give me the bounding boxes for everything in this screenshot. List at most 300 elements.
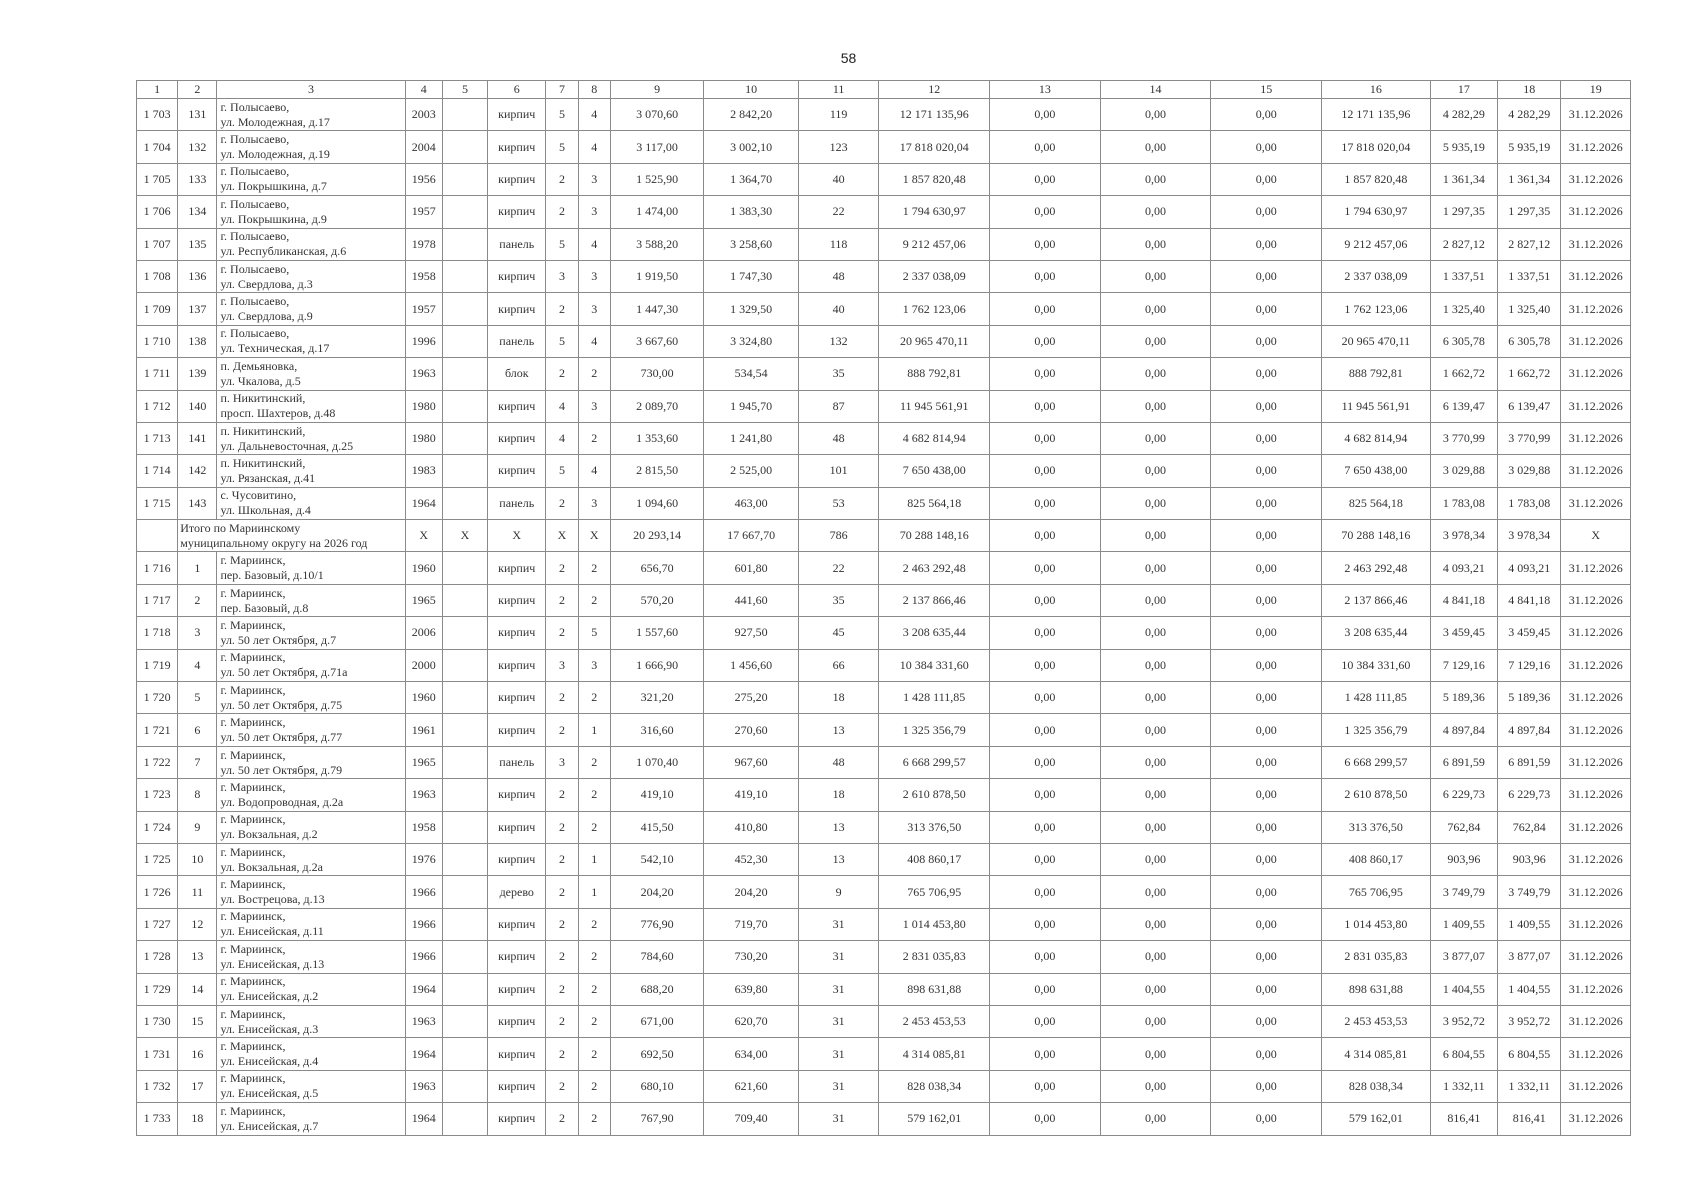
entrances-cell: 4 — [578, 455, 610, 487]
residents-cell: 13 — [798, 843, 878, 875]
federal-funds-cell: 0,00 — [990, 293, 1101, 325]
row-number-cell: 1 709 — [137, 293, 178, 325]
address-cell — [217, 779, 405, 811]
regional-funds-cell: 0,00 — [1100, 260, 1211, 292]
local-funds-cell: 0,00 — [1211, 520, 1322, 552]
completion-date-cell: 31.12.2026 — [1561, 682, 1631, 714]
regional-funds-cell: 0,00 — [1100, 1103, 1211, 1135]
unit-cost-cell: 3 770,99 — [1430, 422, 1497, 454]
owner-funds-cell: 2 610 878,50 — [1322, 779, 1431, 811]
table-row — [137, 390, 1631, 422]
floors-cell: 3 — [546, 649, 578, 681]
year-overhaul-cell — [442, 455, 487, 487]
local-funds-cell: 0,00 — [1211, 163, 1322, 195]
local-number-cell: 139 — [178, 358, 217, 390]
max-unit-cost-cell: 5 935,19 — [1498, 131, 1561, 163]
total-area-cell: 767,90 — [610, 1103, 704, 1135]
total-area-cell: 3 117,00 — [610, 131, 704, 163]
entrances-cell: 2 — [578, 1070, 610, 1102]
residents-cell: 786 — [798, 520, 878, 552]
max-unit-cost-cell: 3 029,88 — [1498, 455, 1561, 487]
entrances-cell: 2 — [578, 358, 610, 390]
max-unit-cost-cell: 7 129,16 — [1498, 649, 1561, 681]
entrances-cell: 3 — [578, 293, 610, 325]
address-locality: г. Мариинск, — [220, 812, 286, 827]
entrances-cell: 3 — [578, 260, 610, 292]
address-locality: г. Полысаево, — [220, 99, 290, 114]
table-row — [137, 260, 1631, 292]
address-locality: г. Полысаево, — [220, 196, 290, 211]
total-area-cell: 3 070,60 — [610, 99, 704, 131]
year-built-cell: 1980 — [405, 422, 442, 454]
total-cost-cell: 3 208 635,44 — [879, 617, 990, 649]
total-area-cell: 730,00 — [610, 358, 704, 390]
entrances-cell: 3 — [578, 163, 610, 195]
address-street: ул. Вокзальная, д.2а — [220, 859, 323, 874]
completion-date-cell: 31.12.2026 — [1561, 1038, 1631, 1070]
table-row — [137, 552, 1631, 584]
completion-date-cell: 31.12.2026 — [1561, 552, 1631, 584]
address-cell — [217, 196, 405, 228]
residents-cell: 31 — [798, 941, 878, 973]
entrances-cell: 2 — [578, 682, 610, 714]
local-number-cell: 136 — [178, 260, 217, 292]
address-street: ул. Енисейская, д.7 — [220, 1118, 319, 1133]
wall-material-cell: дерево — [488, 876, 546, 908]
completion-date-cell: 31.12.2026 — [1561, 163, 1631, 195]
year-built-cell: 1978 — [405, 228, 442, 260]
local-number-cell: 143 — [178, 487, 217, 519]
year-built-cell: 1965 — [405, 746, 442, 778]
floors-cell: 2 — [546, 358, 578, 390]
column-header: 18 — [1498, 81, 1561, 99]
completion-date-cell: 31.12.2026 — [1561, 811, 1631, 843]
floors-cell: 2 — [546, 941, 578, 973]
local-funds-cell: 0,00 — [1211, 617, 1322, 649]
regional-funds-cell: 0,00 — [1100, 228, 1211, 260]
total-label-line-2: муниципальному округу на 2026 год — [180, 535, 368, 550]
column-header: 1 — [137, 81, 178, 99]
residential-area-cell: 534,54 — [704, 358, 799, 390]
unit-cost-cell: 1 297,35 — [1430, 196, 1497, 228]
max-unit-cost-cell: 6 229,73 — [1498, 779, 1561, 811]
floors-cell: 2 — [546, 843, 578, 875]
floors-cell: 4 — [546, 390, 578, 422]
max-unit-cost-cell: 903,96 — [1498, 843, 1561, 875]
regional-funds-cell: 0,00 — [1100, 196, 1211, 228]
year-overhaul-cell — [442, 422, 487, 454]
table-row — [137, 876, 1631, 908]
total-area-cell: 542,10 — [610, 843, 704, 875]
address-locality: г. Мариинск, — [220, 715, 286, 730]
address-locality: г. Мариинск, — [220, 1039, 286, 1054]
completion-date-cell: X — [1561, 520, 1631, 552]
max-unit-cost-cell: 5 189,36 — [1498, 682, 1561, 714]
address-street: просп. Шахтеров, д.48 — [220, 406, 336, 421]
unit-cost-cell: 1 662,72 — [1430, 358, 1497, 390]
residential-area-cell: 1 329,50 — [704, 293, 799, 325]
total-area-cell: 3 667,60 — [610, 325, 704, 357]
regional-funds-cell: 0,00 — [1100, 163, 1211, 195]
local-funds-cell: 0,00 — [1211, 649, 1322, 681]
wall-material-cell: кирпич — [488, 455, 546, 487]
completion-date-cell: 31.12.2026 — [1561, 455, 1631, 487]
total-area-cell: 656,70 — [610, 552, 704, 584]
year-overhaul-cell — [442, 714, 487, 746]
address-street: пер. Базовый, д.8 — [220, 600, 309, 615]
entrances-cell: 3 — [578, 390, 610, 422]
address-cell — [217, 1005, 405, 1037]
year-built-cell: 1956 — [405, 163, 442, 195]
unit-cost-cell: 6 804,55 — [1430, 1038, 1497, 1070]
completion-date-cell: 31.12.2026 — [1561, 260, 1631, 292]
owner-funds-cell: 765 706,95 — [1322, 876, 1431, 908]
local-number-cell: 8 — [178, 779, 217, 811]
local-funds-cell: 0,00 — [1211, 714, 1322, 746]
year-built-cell: 1996 — [405, 325, 442, 357]
unit-cost-cell: 1 332,11 — [1430, 1070, 1497, 1102]
regional-funds-cell: 0,00 — [1100, 973, 1211, 1005]
total-area-cell: 1 474,00 — [610, 196, 704, 228]
column-header: 11 — [798, 81, 878, 99]
local-number-cell: 131 — [178, 99, 217, 131]
table-row — [137, 455, 1631, 487]
table-row — [137, 811, 1631, 843]
year-built-cell: X — [405, 520, 442, 552]
total-cost-cell: 1 428 111,85 — [879, 682, 990, 714]
year-overhaul-cell — [442, 617, 487, 649]
table-row — [137, 422, 1631, 454]
completion-date-cell: 31.12.2026 — [1561, 228, 1631, 260]
residents-cell: 48 — [798, 260, 878, 292]
unit-cost-cell: 6 229,73 — [1430, 779, 1497, 811]
address-cell — [217, 746, 405, 778]
row-number-cell: 1 711 — [137, 358, 178, 390]
year-overhaul-cell — [442, 973, 487, 1005]
total-area-cell: 1 447,30 — [610, 293, 704, 325]
year-overhaul-cell — [442, 908, 487, 940]
max-unit-cost-cell: 4 841,18 — [1498, 584, 1561, 616]
residents-cell: 31 — [798, 1005, 878, 1037]
federal-funds-cell: 0,00 — [990, 325, 1101, 357]
year-overhaul-cell — [442, 325, 487, 357]
wall-material-cell: панель — [488, 325, 546, 357]
table-row — [137, 714, 1631, 746]
owner-funds-cell: 2 137 866,46 — [1322, 584, 1431, 616]
completion-date-cell: 31.12.2026 — [1561, 99, 1631, 131]
year-overhaul-cell — [442, 196, 487, 228]
regional-funds-cell: 0,00 — [1100, 1070, 1211, 1102]
address-cell — [217, 714, 405, 746]
address-street: ул. Вострецова, д.13 — [220, 892, 325, 907]
address-street: ул. Техническая, д.17 — [220, 341, 330, 356]
wall-material-cell: кирпич — [488, 196, 546, 228]
address-cell — [217, 228, 405, 260]
owner-funds-cell: 4 314 085,81 — [1322, 1038, 1431, 1070]
total-cost-cell: 888 792,81 — [879, 358, 990, 390]
local-number-cell: 140 — [178, 390, 217, 422]
unit-cost-cell: 6 891,59 — [1430, 746, 1497, 778]
residents-cell: 40 — [798, 293, 878, 325]
residential-area-cell: 927,50 — [704, 617, 799, 649]
total-area-cell: 776,90 — [610, 908, 704, 940]
column-header: 13 — [990, 81, 1101, 99]
total-cost-cell: 1 325 356,79 — [879, 714, 990, 746]
total-area-cell: 1 557,60 — [610, 617, 704, 649]
total-cost-cell: 10 384 331,60 — [879, 649, 990, 681]
local-funds-cell: 0,00 — [1211, 843, 1322, 875]
total-cost-cell: 1 762 123,06 — [879, 293, 990, 325]
total-area-cell: 20 293,14 — [610, 520, 704, 552]
housing-register-table — [136, 80, 1631, 1136]
address-street: ул. Енисейская, д.5 — [220, 1086, 319, 1101]
federal-funds-cell: 0,00 — [990, 941, 1101, 973]
total-cost-cell: 765 706,95 — [879, 876, 990, 908]
floors-cell: 5 — [546, 455, 578, 487]
local-funds-cell: 0,00 — [1211, 228, 1322, 260]
entrances-cell: 2 — [578, 552, 610, 584]
address-street: ул. 50 лет Октября, д.71а — [220, 665, 348, 680]
residents-cell: 123 — [798, 131, 878, 163]
residential-area-cell: 3 324,80 — [704, 325, 799, 357]
residential-area-cell: 1 456,60 — [704, 649, 799, 681]
row-number-cell: 1 733 — [137, 1103, 178, 1135]
completion-date-cell: 31.12.2026 — [1561, 1005, 1631, 1037]
regional-funds-cell: 0,00 — [1100, 487, 1211, 519]
column-header: 6 — [488, 81, 546, 99]
wall-material-cell: X — [488, 520, 546, 552]
total-area-cell: 688,20 — [610, 973, 704, 1005]
owner-funds-cell: 579 162,01 — [1322, 1103, 1431, 1135]
total-cost-cell: 4 314 085,81 — [879, 1038, 990, 1070]
local-funds-cell: 0,00 — [1211, 908, 1322, 940]
regional-funds-cell: 0,00 — [1100, 649, 1211, 681]
federal-funds-cell: 0,00 — [990, 228, 1101, 260]
row-number-cell: 1 728 — [137, 941, 178, 973]
unit-cost-cell: 6 305,78 — [1430, 325, 1497, 357]
year-built-cell: 1980 — [405, 390, 442, 422]
table-row — [137, 1103, 1631, 1135]
column-header: 8 — [578, 81, 610, 99]
year-overhaul-cell — [442, 1103, 487, 1135]
address-locality: г. Мариинск, — [220, 617, 286, 632]
address-locality: г. Полысаево, — [220, 261, 290, 276]
owner-funds-cell: 7 650 438,00 — [1322, 455, 1431, 487]
year-built-cell: 1966 — [405, 941, 442, 973]
address-cell — [217, 487, 405, 519]
owner-funds-cell: 4 682 814,94 — [1322, 422, 1431, 454]
address-cell — [217, 908, 405, 940]
entrances-cell: 2 — [578, 779, 610, 811]
year-overhaul-cell: X — [442, 520, 487, 552]
entrances-cell: 2 — [578, 811, 610, 843]
owner-funds-cell: 6 668 299,57 — [1322, 746, 1431, 778]
residential-area-cell: 1 383,30 — [704, 196, 799, 228]
year-overhaul-cell — [442, 1005, 487, 1037]
address-locality: г. Полысаево, — [220, 164, 290, 179]
owner-funds-cell: 828 038,34 — [1322, 1070, 1431, 1102]
total-cost-cell: 17 818 020,04 — [879, 131, 990, 163]
residents-cell: 118 — [798, 228, 878, 260]
floors-cell: 3 — [546, 746, 578, 778]
regional-funds-cell: 0,00 — [1100, 876, 1211, 908]
year-overhaul-cell — [442, 99, 487, 131]
total-cost-cell: 2 831 035,83 — [879, 941, 990, 973]
residential-area-cell: 17 667,70 — [704, 520, 799, 552]
residential-area-cell: 275,20 — [704, 682, 799, 714]
regional-funds-cell: 0,00 — [1100, 811, 1211, 843]
regional-funds-cell: 0,00 — [1100, 908, 1211, 940]
address-cell — [217, 422, 405, 454]
year-overhaul-cell — [442, 487, 487, 519]
owner-funds-cell: 1 014 453,80 — [1322, 908, 1431, 940]
entrances-cell: 2 — [578, 1103, 610, 1135]
address-street: ул. Молодежная, д.17 — [220, 114, 330, 129]
max-unit-cost-cell: 1 662,72 — [1498, 358, 1561, 390]
entrances-cell: 4 — [578, 228, 610, 260]
total-area-cell: 2 815,50 — [610, 455, 704, 487]
owner-funds-cell: 12 171 135,96 — [1322, 99, 1431, 131]
year-built-cell: 1966 — [405, 876, 442, 908]
local-funds-cell: 0,00 — [1211, 325, 1322, 357]
row-number-cell: 1 730 — [137, 1005, 178, 1037]
max-unit-cost-cell: 6 891,59 — [1498, 746, 1561, 778]
address-locality: г. Полысаево, — [220, 229, 290, 244]
residents-cell: 31 — [798, 908, 878, 940]
wall-material-cell: панель — [488, 228, 546, 260]
total-area-cell: 784,60 — [610, 941, 704, 973]
local-funds-cell: 0,00 — [1211, 487, 1322, 519]
floors-cell: 2 — [546, 1038, 578, 1070]
local-number-cell: 12 — [178, 908, 217, 940]
table-row — [137, 649, 1631, 681]
year-overhaul-cell — [442, 1038, 487, 1070]
total-cost-cell: 2 463 292,48 — [879, 552, 990, 584]
column-header: 2 — [178, 81, 217, 99]
row-number-cell: 1 718 — [137, 617, 178, 649]
federal-funds-cell: 0,00 — [990, 552, 1101, 584]
unit-cost-cell: 5 935,19 — [1430, 131, 1497, 163]
address-cell — [217, 1070, 405, 1102]
completion-date-cell: 31.12.2026 — [1561, 617, 1631, 649]
total-cost-cell: 2 337 038,09 — [879, 260, 990, 292]
local-number-cell: 133 — [178, 163, 217, 195]
floors-cell: 5 — [546, 228, 578, 260]
max-unit-cost-cell: 2 827,12 — [1498, 228, 1561, 260]
address-street: ул. 50 лет Октября, д.7 — [220, 632, 337, 647]
local-number-cell: 138 — [178, 325, 217, 357]
local-funds-cell: 0,00 — [1211, 358, 1322, 390]
year-overhaul-cell — [442, 843, 487, 875]
address-locality: г. Мариинск, — [220, 974, 286, 989]
floors-cell: 2 — [546, 584, 578, 616]
wall-material-cell: кирпич — [488, 941, 546, 973]
unit-cost-cell: 1 404,55 — [1430, 973, 1497, 1005]
residential-area-cell: 419,10 — [704, 779, 799, 811]
address-cell — [217, 649, 405, 681]
address-locality: г. Мариинск, — [220, 909, 286, 924]
unit-cost-cell: 4 282,29 — [1430, 99, 1497, 131]
entrances-cell: 2 — [578, 1005, 610, 1037]
address-street: ул. 50 лет Октября, д.75 — [220, 697, 343, 712]
address-cell — [217, 843, 405, 875]
residents-cell: 48 — [798, 746, 878, 778]
owner-funds-cell: 20 965 470,11 — [1322, 325, 1431, 357]
unit-cost-cell: 5 189,36 — [1430, 682, 1497, 714]
owner-funds-cell: 313 376,50 — [1322, 811, 1431, 843]
table-row — [137, 487, 1631, 519]
residential-area-cell: 463,00 — [704, 487, 799, 519]
wall-material-cell: панель — [488, 487, 546, 519]
total-cost-cell: 12 171 135,96 — [879, 99, 990, 131]
total-area-cell: 680,10 — [610, 1070, 704, 1102]
row-number-cell: 1 710 — [137, 325, 178, 357]
floors-cell: 2 — [546, 163, 578, 195]
wall-material-cell: кирпич — [488, 293, 546, 325]
table-row — [137, 941, 1631, 973]
entrances-cell: 2 — [578, 746, 610, 778]
year-overhaul-cell — [442, 779, 487, 811]
column-header: 14 — [1100, 81, 1211, 99]
unit-cost-cell: 1 361,34 — [1430, 163, 1497, 195]
federal-funds-cell: 0,00 — [990, 714, 1101, 746]
completion-date-cell: 31.12.2026 — [1561, 843, 1631, 875]
federal-funds-cell: 0,00 — [990, 99, 1101, 131]
total-cost-cell: 1 014 453,80 — [879, 908, 990, 940]
row-number-cell: 1 708 — [137, 260, 178, 292]
year-built-cell: 2000 — [405, 649, 442, 681]
wall-material-cell: кирпич — [488, 1070, 546, 1102]
regional-funds-cell: 0,00 — [1100, 714, 1211, 746]
local-number-cell: 11 — [178, 876, 217, 908]
row-number-cell: 1 732 — [137, 1070, 178, 1102]
row-number-cell: 1 721 — [137, 714, 178, 746]
federal-funds-cell: 0,00 — [990, 843, 1101, 875]
owner-funds-cell: 1 428 111,85 — [1322, 682, 1431, 714]
address-street: ул. Енисейская, д.13 — [220, 956, 325, 971]
entrances-cell: X — [578, 520, 610, 552]
table-row — [137, 779, 1631, 811]
table-row — [137, 617, 1631, 649]
entrances-cell: 4 — [578, 131, 610, 163]
address-locality: г. Мариинск, — [220, 585, 286, 600]
residents-cell: 53 — [798, 487, 878, 519]
residential-area-cell: 410,80 — [704, 811, 799, 843]
max-unit-cost-cell: 762,84 — [1498, 811, 1561, 843]
residents-cell: 48 — [798, 422, 878, 454]
wall-material-cell: кирпич — [488, 973, 546, 1005]
year-built-cell: 1966 — [405, 908, 442, 940]
completion-date-cell: 31.12.2026 — [1561, 746, 1631, 778]
unit-cost-cell: 903,96 — [1430, 843, 1497, 875]
total-area-cell: 1 525,90 — [610, 163, 704, 195]
address-street: ул. 50 лет Октября, д.77 — [220, 730, 343, 745]
address-cell — [217, 682, 405, 714]
residents-cell: 18 — [798, 682, 878, 714]
row-number-cell: 1 723 — [137, 779, 178, 811]
residential-area-cell: 730,20 — [704, 941, 799, 973]
address-locality: п. Демьяновка, — [220, 358, 298, 373]
address-street: ул. Молодежная, д.19 — [220, 147, 330, 162]
total-area-cell: 1 070,40 — [610, 746, 704, 778]
federal-funds-cell: 0,00 — [990, 1103, 1101, 1135]
total-row — [137, 520, 1631, 552]
table-row — [137, 196, 1631, 228]
year-overhaul-cell — [442, 682, 487, 714]
entrances-cell: 4 — [578, 99, 610, 131]
address-locality: г. Мариинск, — [220, 1071, 286, 1086]
address-cell — [217, 131, 405, 163]
